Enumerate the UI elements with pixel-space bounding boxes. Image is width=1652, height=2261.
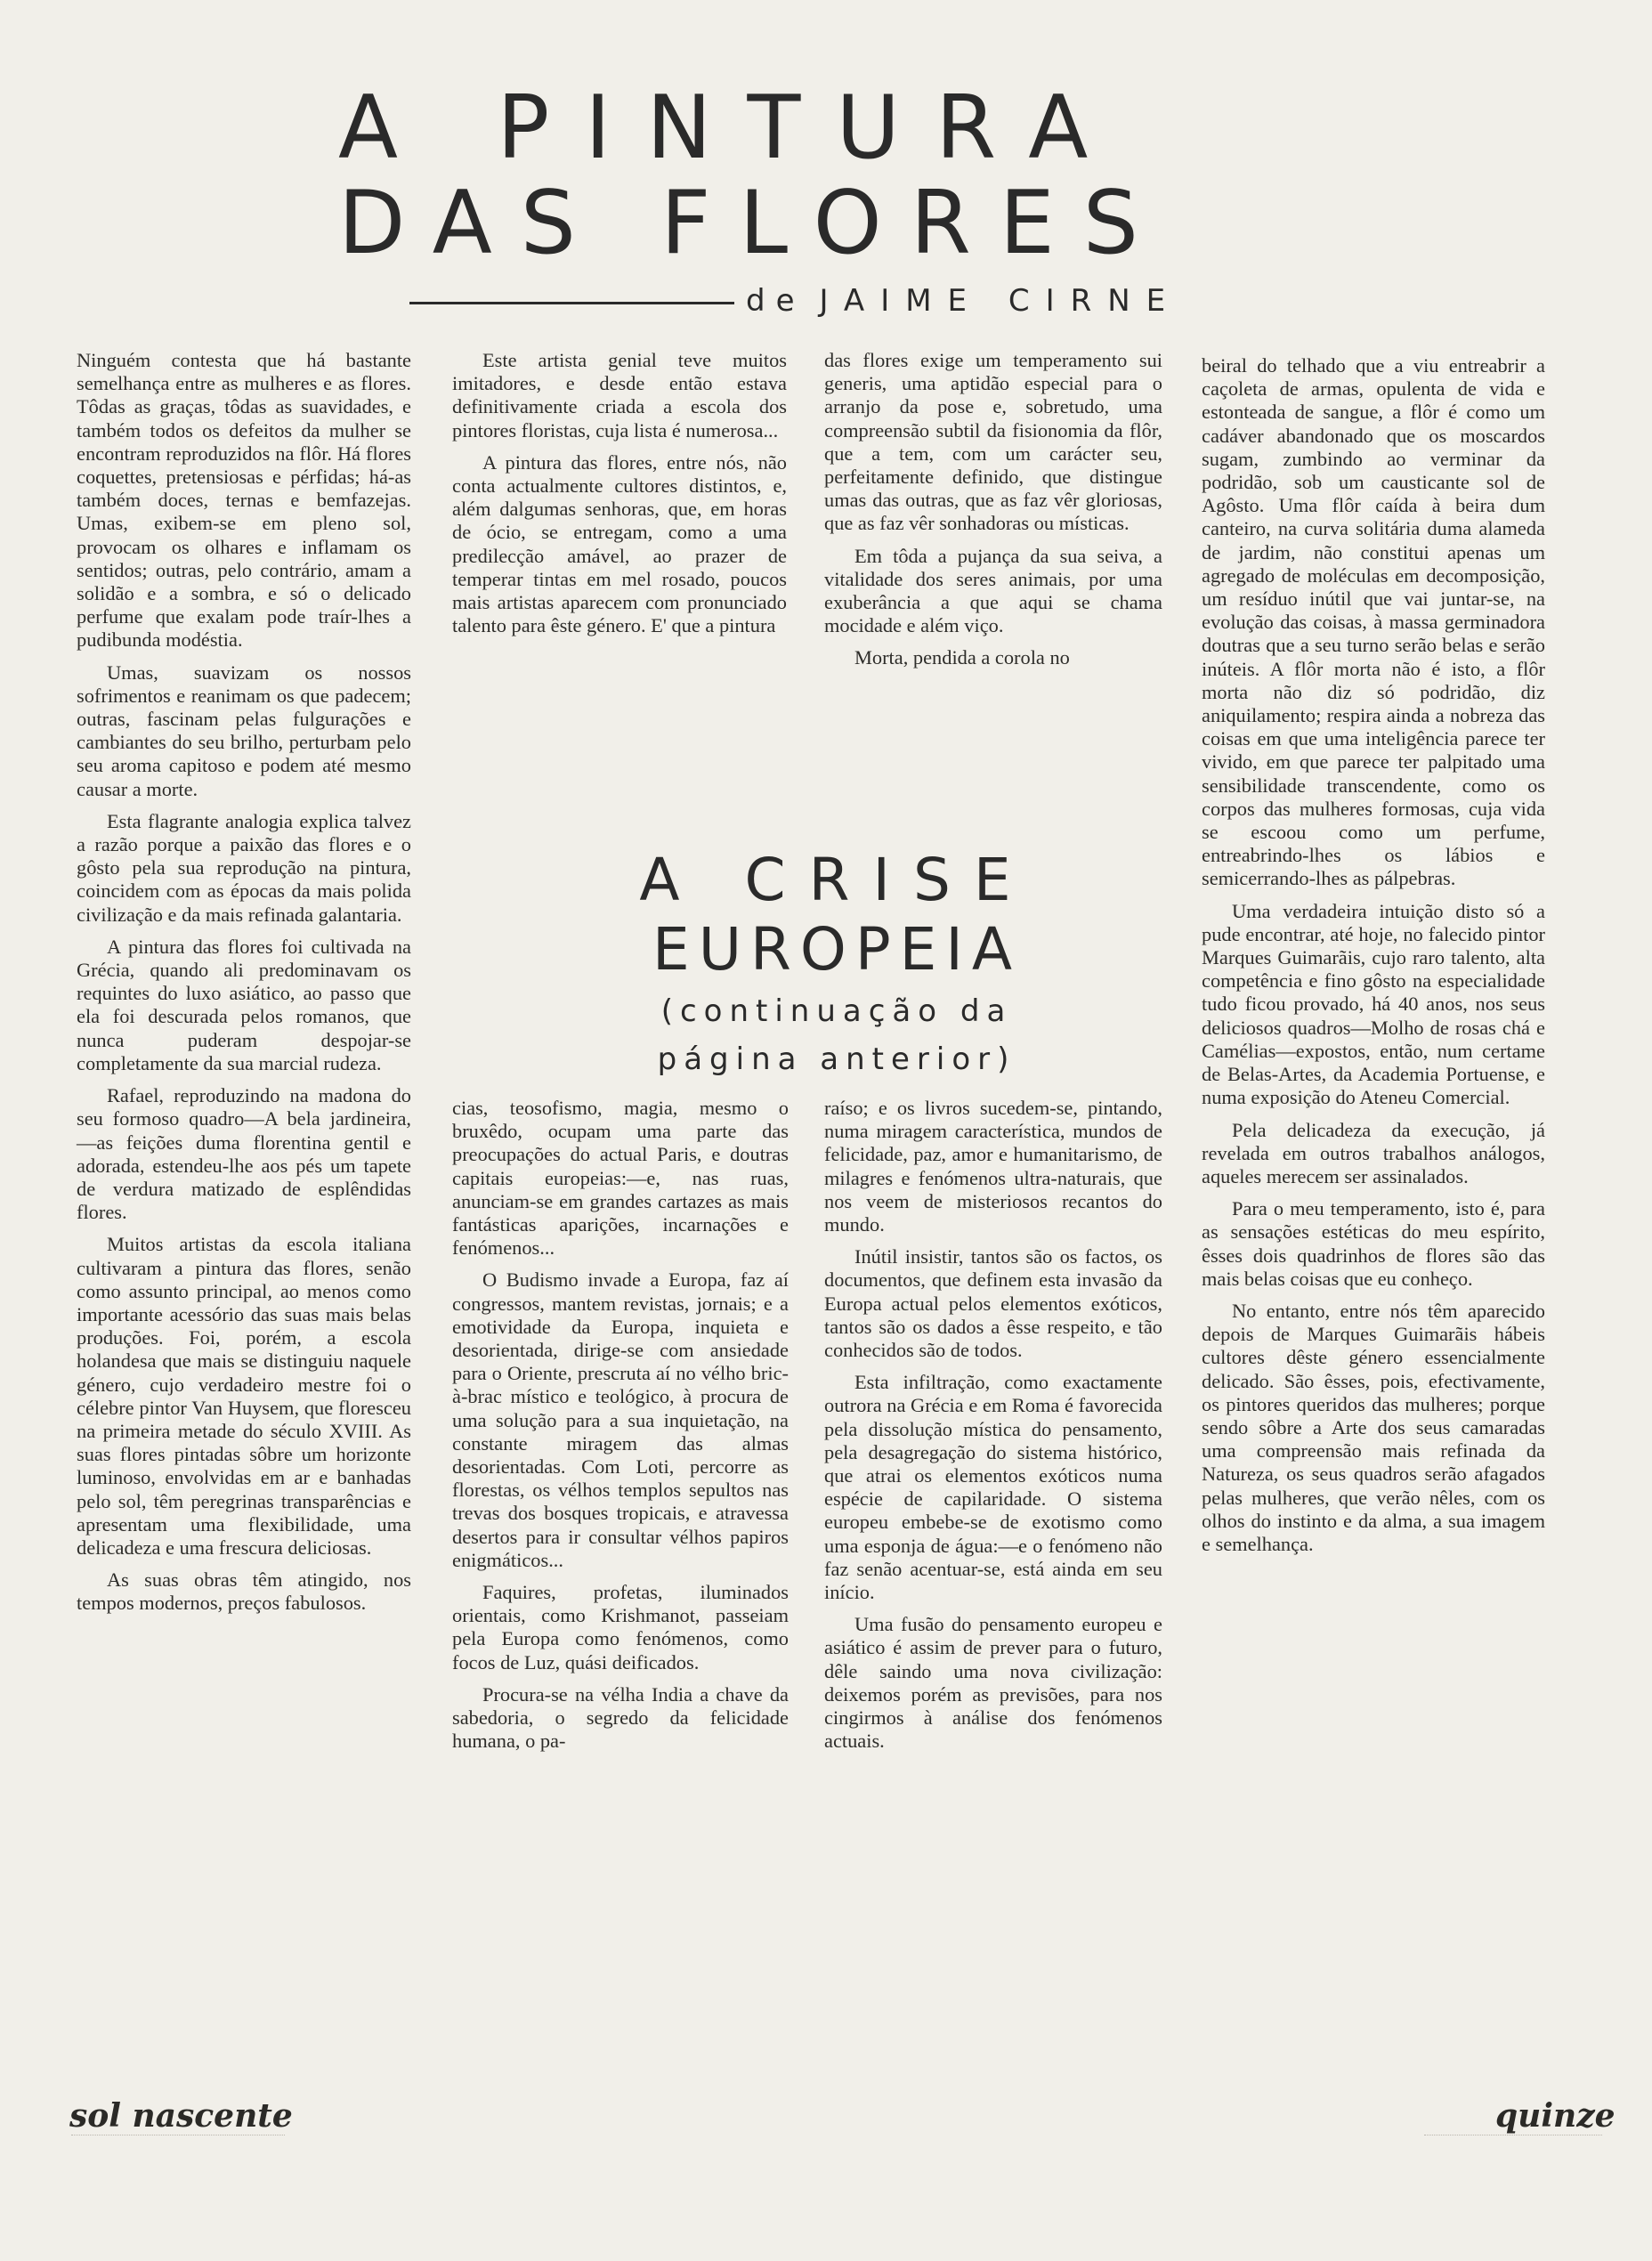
paragraph: Em tôda a pujança da sua seiva, a vitalidade dos seres animais, por uma exuberância a que aqui se chama mocidade e além viço. [824,544,1162,637]
crise-title-line-2: EUROPEIA [652,915,1021,984]
paragraph: Uma fusão do pensamento europeu e asiático é assim de prever para o futuro, dêle saindo uma nova civilização: deixemos porém as previsões, para nos cingirmos à análise dos fenómenos actuais. [824,1613,1162,1753]
paragraph: Rafael, reproduzindo na madona do seu formoso quadro—A bela jardineira,—as feições duma florentina gentil e adorada, estendeu-lhe aos pés um tapete de verdura matizado de esplêndidas flores. [77,1084,411,1224]
paragraph: Este artista genial teve muitos imitadores, e desde então estava definitivamente criada a escola dos pintores floristas, cuja lista é numerosa... [452,349,787,442]
paragraph: Esta infiltração, como exactamente outrora na Grécia e em Roma é favorecida pela dissolução mística do pensamento, pela desagregação do sistema histórico, que atrai os elementos exóticos numa espécie de capilaridade. O sistema europeu embebe-se de exotismo como uma esponja de água:—e o fenómeno não faz senão acentuar-se, está ainda em seu início. [824,1371,1162,1604]
footer-page-number: quinze [1495,2097,1616,2135]
paragraph: As suas obras têm atingido, nos tempos modernos, preços fabulosos. [77,1568,411,1615]
article-title-line-1: A PINTURA [338,77,1124,179]
paragraph: Muitos artistas da escola italiana cultivaram a pintura das flores, senão como assunto principal, ao menos como importante acessório das suas mais belas produções. Foi, porém, a escola holandesa que mais se distinguiu naquele género, cujo verdadeiro mestre foi o célebre pintor Van Huysem, que floresceu na primeira metade do século XVIII. As suas flores pintadas sôbre um horizonte luminoso, envolvidas em ar e banhadas pelo sol, têm peregrinas transparências e apresentam uma flexibilidade, uma delicadeza e uma frescura deliciosas. [77,1233,411,1559]
column-2-top [452,349,787,646]
column-4 [1202,354,1545,1565]
byline-text [746,283,1181,319]
column-3-bottom [824,1097,1162,1762]
paragraph: Esta flagrante analogia explica talvez a razão porque a paixão das flores e o gôsto pela sua reprodução na pintura, coincidem com as épocas da mais polida civilização e da mais refinada galantaria. [77,809,411,926]
byline-prefix: de [746,283,806,319]
crise-subtitle-line-1: (continuação da [660,993,1013,1029]
crise-heading [552,846,1122,1081]
column-1 [77,349,411,1625]
paragraph: Inútil insistir, tantos são os factos, os documentos, que definem esta invasão da Europa actual pelos elementos exóticos, tantos são os dados a êsse respeito, e tão conhecidos são de todos. [824,1245,1162,1362]
byline-author: JAIME CIRNE [819,283,1182,319]
crise-subtitle-line-2: página anterior) [657,1041,1016,1077]
paragraph: Umas, suavizam os nossos sofrimentos e reanimam os que padecem; outras, fascinam pelas fulgurações e cambiantes do seu brilho, perturbam pelo seu aroma capitoso e podem até mesmo causar a morte. [77,660,411,800]
paragraph: Pela delicadeza da execução, já revelada em outros trabalhos análogos, aqueles merecem ser assinalados. [1202,1118,1545,1187]
paragraph: A pintura das flores foi cultivada na Grécia, quando ali predominavam os requintes do luxo asiático, ao passo que ela foi descurada pelos romanos, que nunca puderam despojar-se completamente da sua marcial rudeza. [77,935,411,1074]
paragraph: Faquires, profetas, iluminados orientais, como Krishmanot, passeiam pela Europa como fenómenos, como focos de Luz, quási deificados. [452,1581,789,1673]
paragraph: das flores exige um temperamento sui generis, uma aptidão especial para o arranjo da pose e, sobretudo, uma compreensão subtil da fisionomia da flôr, que a tem, com um carácter seu, perfeitamente definido, que distingue umas das outras, que as faz vêr gloriosas, que as faz vêr sonhadoras ou místicas. [824,349,1162,535]
column-2-bottom [452,1097,789,1762]
paragraph: Para o meu temperamento, isto é, para as sensações estéticas do meu espírito, êsses dois quadrinhos de flores são das mais belas coisas que eu conheço. [1202,1197,1545,1290]
crise-title-line-1: A CRISE [639,846,1034,914]
paragraph: No entanto, entre nós têm aparecido depois de Marques Guimarãis hábeis cultores dêste género essencialmente delicado. São êsses, pois, efectivamente, os pintores queridos das mulheres; porque sendo sôbre a Arte dos seus camaradas uma compreensão mais refinada da Natureza, os seus quadros serão afagados pelas mulheres, que verão nêles, com os olhos do instinto e da alma, a sua imagem e semelhança. [1202,1299,1545,1555]
paragraph: Procura-se na vélha India a chave da sabedoria, o segredo da felicidade humana, o pa- [452,1682,789,1753]
paragraph: beiral do telhado que a viu entreabrir a caçoleta de armas, opulenta de vida e estonteada de sangue, a flôr é como um cadáver abandonado que os moscardos sugam, zumbindo ao verminar da podridão, sob um causticante sol de Agôsto. Uma flôr caída à beira dum canteiro, na curva solitária duma alameda de jardim, não constitui apenas um agregado de moléculas em decomposição, um resíduo inútil que vai juntar-se, na evolução das coisas, à massa germinadora doutras que a seu turno serão belas e serão inúteis. A flôr morta não é isto, a flôr morta não diz só podridão, diz aniquilamento; respira ainda a nobreza das coisas em que uma inteligência parece ter vivido, em que parece ter palpitado uma sensibilidade transcendente, como os corpos das mulheres formosas, cuja vida se escoou como um perfume, entreabrindo-lhes os lábios e semicerrando-lhes as pálpebras. [1202,354,1545,890]
paragraph: O Budismo invade a Europa, faz aí congressos, mantem revistas, jornais; e a emotividade da Europa, inquieta e desorientada, dirige-se com ansiedade para o Oriente, prescruta aí no vélho bric-à-brac místico e teológico, à procura de uma solução para a sua inquietação, na constante miragem das almas desorientadas. Com Loti, percorre as florestas, os vélhos templos sepultos nas trevas dos bosques tropicais, e atravessa desertos para ir consultar vélhos papiros enigmáticos... [452,1268,789,1571]
paragraph: Ninguém contesta que há bastante semelhança entre as mulheres e as flores. Tôdas as graças, tôdas as suavidades, e também todos os defeitos da mulher se encontram reproduzidos na flôr. Há flores coquettes, pretensiosas e pérfidas; há-as também doces, ternas e bemfazejas. Umas, exibem-se em pleno sol, provocam os olhares e inflamam os sentidos; outras, pelo contrário, amam a solidão e a sombra, e só o delicado perfume que exalam pode traír-lhes a pudibunda modéstia. [77,349,411,652]
paragraph: Morta, pendida a corola no [854,646,1070,669]
byline [409,283,1211,319]
paragraph: raíso; e os livros sucedem-se, pintando, numa miragem característica, mundos de felicidade, paz, amor e humanitarismo, de milagres e fenómenos ultra-naturais, que nos veem de misteriosos recantos do mundo. [824,1097,1162,1236]
byline-rule [409,302,734,304]
footer-magazine-name: sol nascente [69,2097,293,2135]
paragraph: Uma verdadeira intuição disto só a pude encontrar, até hoje, no falecido pintor Marques Guimarãis, cujo raro talento, alta competência e fino gôsto na especialidade tudo ficou provado, há 40 anos, nos seus deliciosos quadros—Molho de rosas chá e Camélias—expostos, então, num certame de Belas-Artes, da Academia Portuense, e numa exposição do Ateneu Comercial. [1202,899,1545,1109]
column-3-top [824,349,1162,679]
paragraph: A pintura das flores, entre nós, não conta actualmente cultores distintos, e, além dalgumas senhoras, que, em horas de ócio, se entregam, como a uma predilecção amável, ao prazer de temperar tintas em mel rosado, poucos mais artistas aparecem com pronunciado talento para êste género. E' que a pintura [452,450,787,637]
article-title-line-2: DAS FLORES [338,173,1167,274]
paragraph: cias, teosofismo, magia, mesmo o bruxêdo, ocupam uma parte das preocupações do actual Paris, e doutras capitais europeias:—e, nas ruas, anunciam-se em grandes cartazes as mais fantásticas aparições, incarnações e fenómenos... [452,1097,789,1260]
